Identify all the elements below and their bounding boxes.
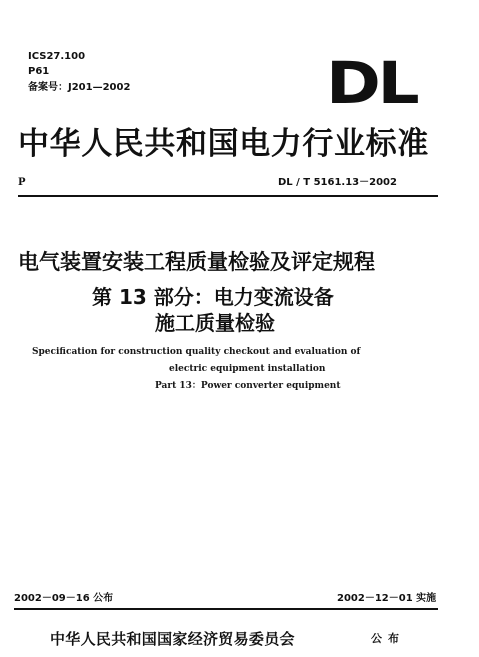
document-main-title: 电气装置安装工程质量检验及评定规程	[18, 250, 375, 274]
dl-logo: DL	[326, 49, 417, 117]
document-part-title: 第 13 部分：电力变流设备	[92, 285, 334, 309]
issue-date: 2002－09－16 公布	[14, 593, 114, 604]
english-title-line-1: Specification for construction quality checkout and evaluation of	[32, 347, 361, 357]
document-sub-title: 施工质量检验	[155, 311, 275, 335]
ics-code: ICS27.100	[28, 51, 86, 62]
implementation-date: 2002－12－01 实施	[337, 593, 437, 604]
record-number: 备案号：J201—2002	[28, 82, 131, 93]
p-code: P61	[28, 66, 50, 77]
english-title-line-2: electric equipment installation	[169, 364, 326, 374]
standard-code: DL / T 5161.13－2002	[278, 177, 397, 188]
footer-divider	[14, 608, 438, 611]
announcement-label: 公布	[371, 632, 405, 645]
english-part-title: Part 13：Power converter equipment	[155, 381, 341, 391]
standard-category: P	[18, 177, 26, 188]
issuing-authority: 中华人民共和国国家经济贸易委员会	[50, 630, 295, 648]
header-divider	[18, 195, 438, 198]
industry-standard-title: 中华人民共和国电力行业标准	[18, 126, 429, 162]
